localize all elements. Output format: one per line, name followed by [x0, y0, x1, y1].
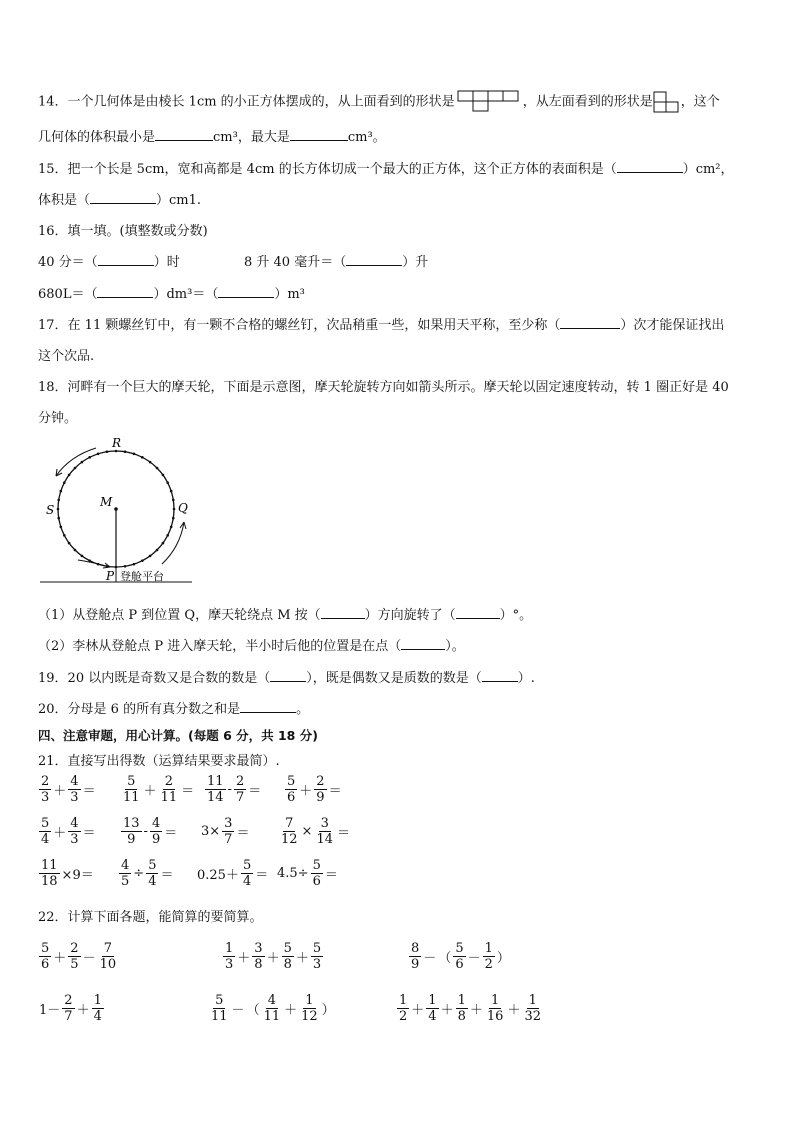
q22-expr-2	[222, 942, 324, 971]
fraction	[299, 994, 320, 1023]
numerator: 1	[457, 993, 466, 1008]
operator: ＋	[76, 1003, 90, 1018]
numerator: 4	[121, 858, 130, 873]
numerator: 5	[287, 774, 296, 789]
operator: ＋	[507, 1003, 521, 1018]
q14-line1: 14．一个几何体是由棱长 1cm 的小正方体摆成的，从上面看到的形状是 ，从左面看到的形状是 ，这个	[38, 90, 720, 114]
denominator: 16	[486, 1009, 504, 1024]
denominator: 2	[399, 1009, 408, 1024]
fraction	[282, 942, 294, 971]
answer-blank[interactable]	[560, 316, 620, 329]
operator: ＋	[295, 951, 309, 966]
operator: ＝	[160, 868, 174, 883]
numerator: 5	[148, 858, 157, 873]
denominator: 12	[301, 1009, 318, 1024]
operator: ＋	[284, 1003, 298, 1018]
denominator: 5	[121, 874, 130, 889]
label-platform: 登舱平台	[120, 570, 164, 583]
fraction	[39, 817, 51, 846]
answer-blank[interactable]	[617, 160, 683, 173]
q21-expr-3	[204, 775, 262, 804]
answer-blank[interactable]	[482, 669, 518, 682]
operator: ＋	[469, 1003, 483, 1018]
answer-blank[interactable]	[456, 606, 500, 619]
numerator: 5	[312, 941, 322, 956]
label-m: M	[100, 495, 113, 509]
answer-blank[interactable]	[401, 637, 445, 650]
denominator: 11	[263, 1009, 281, 1024]
fraction	[426, 994, 438, 1023]
fraction	[314, 817, 335, 846]
fraction	[98, 942, 119, 971]
denominator: 8	[457, 1009, 466, 1024]
numerator: 13	[123, 816, 140, 831]
operator: ＋	[53, 784, 67, 799]
fraction	[453, 942, 465, 971]
fraction	[222, 817, 234, 846]
numerator: 5	[283, 941, 292, 956]
q20: 20．分母是 6 的所有真分数之和是 。	[38, 702, 310, 717]
operator: ＋	[266, 951, 280, 966]
q17-line1: 17．在 11 颗螺丝钉中，有一颗不合格的螺丝钉，次品稍重一些，如果用天平称，至少称（ ）次才能保证找出	[38, 318, 725, 333]
numerator: 2	[316, 774, 325, 789]
fraction	[205, 775, 226, 804]
q21-expr-10	[118, 859, 174, 888]
operator: ＝	[164, 826, 178, 841]
numerator: 2	[235, 774, 245, 789]
q16-row1-right: 8 升 40 毫升＝（ ）升	[244, 255, 429, 270]
operator: ＋	[299, 784, 313, 799]
answer-blank[interactable]	[321, 606, 365, 619]
q21-expr-7	[200, 817, 250, 846]
numerator: 2	[164, 774, 173, 789]
operator: ×	[301, 824, 313, 839]
denominator: 3	[225, 957, 234, 972]
fraction	[522, 994, 543, 1023]
top-view-figure	[457, 90, 521, 114]
q16-row1-left: 40 分＝（ ）时	[38, 255, 180, 270]
q19: 19．20 以内既是奇数又是合数的数是（ ），既是偶数又是质数的数是（ ）.	[38, 671, 535, 686]
numerator: 4	[70, 774, 79, 789]
fraction	[314, 775, 326, 804]
operator: -	[227, 782, 232, 797]
denominator: 14	[207, 790, 224, 805]
fraction	[311, 859, 323, 888]
q21-expr-9	[38, 859, 95, 888]
q14-line2: 几何体的体积最小是 cm³，最大是 cm³。	[38, 130, 386, 145]
operator: ＝	[236, 826, 250, 841]
operator: ）	[321, 1003, 335, 1018]
operator: ＋	[411, 1003, 425, 1018]
denominator: 8	[283, 957, 292, 972]
fraction	[285, 775, 297, 804]
fraction	[223, 942, 235, 971]
q21-expr-6	[120, 817, 178, 846]
numerator: 5	[41, 941, 50, 956]
denominator: 4	[242, 874, 252, 889]
section-heading: 四、注意审题，用心计算。(每题 6 分，共 18 分)	[38, 728, 318, 743]
q18-line1: 18．河畔有一个巨大的摩天轮，下面是示意图，摩天轮旋转方向如箭头所示。摩天轮以固定速度转动，转 1 圈正好是 40	[38, 380, 729, 395]
denominator: 9	[316, 790, 325, 805]
operator: ＝	[248, 784, 262, 799]
fraction	[68, 942, 80, 971]
fraction	[159, 775, 180, 804]
fraction	[62, 994, 74, 1023]
operator: ＝	[324, 868, 338, 883]
fraction	[121, 817, 142, 846]
operator: ＝	[82, 826, 96, 841]
center-point-m	[114, 507, 118, 511]
numerator: 2	[41, 774, 50, 789]
answer-blank[interactable]	[90, 191, 156, 204]
operator: －	[82, 951, 96, 966]
q21-expr-4	[284, 775, 343, 804]
q18-sub1: （1）从登舱点 P 到位置 Q，摩天轮绕点 M 按（ ）方向旋转了（ ）°。	[38, 608, 533, 623]
rotation-arrow-right	[162, 522, 184, 564]
q15-line1: 15．把一个长是 5cm，宽和高都是 4cm 的长方体切成一个最大的正方体，这个正方体的表面积是（ ）cm²，	[38, 162, 734, 177]
answer-blank[interactable]	[270, 669, 306, 682]
q21-title: 21．直接写出得数（运算结果要求最简）.	[38, 754, 280, 769]
fraction	[262, 994, 283, 1023]
answer-blank[interactable]	[97, 285, 153, 298]
denominator: 9	[151, 832, 161, 847]
denominator: 9	[411, 957, 420, 972]
fraction	[119, 859, 131, 888]
denominator: 4	[148, 874, 157, 889]
denominator: 5	[70, 957, 79, 972]
q21-expr-12	[276, 859, 339, 888]
operator: ＋	[143, 784, 157, 799]
operator: -	[143, 824, 148, 839]
numerator: 5	[41, 816, 50, 831]
denominator: 11	[211, 1009, 228, 1024]
operator: －	[467, 951, 481, 966]
denominator: 4	[41, 832, 50, 847]
numerator: 11	[207, 774, 224, 789]
q21-expr-11	[196, 859, 269, 888]
denominator: 3	[41, 790, 50, 805]
fraction	[311, 942, 323, 971]
q22-expr-5	[208, 994, 336, 1023]
numerator: 4	[267, 993, 276, 1008]
operator: ＝	[82, 784, 96, 799]
answer-blank[interactable]	[218, 285, 274, 298]
numerator: 4	[151, 816, 161, 831]
numerator: 1	[93, 993, 102, 1008]
operator: －	[423, 951, 437, 966]
operator: ＋	[237, 951, 251, 966]
operator: ＝	[337, 826, 351, 841]
fraction	[39, 942, 51, 971]
numerator: 5	[455, 941, 464, 956]
numerator: 1	[428, 993, 437, 1008]
left-view-figure	[653, 90, 681, 114]
operator: ÷	[133, 866, 145, 881]
denominator: 6	[287, 790, 296, 805]
operator: （	[246, 1003, 260, 1018]
denominator: 3	[312, 957, 322, 972]
numerator: 11	[41, 858, 58, 873]
answer-blank[interactable]	[346, 253, 402, 266]
fraction	[279, 817, 300, 846]
fraction	[483, 942, 495, 971]
operator: ＋	[440, 1003, 454, 1018]
numerator: 1	[225, 941, 234, 956]
operator: 3×	[201, 824, 221, 839]
operator: ＝	[328, 784, 342, 799]
operator: －	[231, 1003, 245, 1018]
fraction	[397, 994, 409, 1023]
denominator: 3	[70, 832, 79, 847]
q16-title: 16．填一填。(填整数或分数)	[38, 224, 208, 239]
q15-line2: 体积是（ ）cm1.	[38, 193, 202, 208]
rotation-arrow-top	[56, 448, 96, 476]
numerator: 7	[285, 816, 294, 831]
q18-line2: 分钟。	[38, 411, 78, 426]
numerator: 3	[254, 941, 263, 956]
numerator: 7	[103, 941, 112, 956]
operator: 1－	[39, 1003, 61, 1018]
denominator: 12	[281, 832, 298, 847]
q21-expr-1	[38, 775, 97, 804]
denominator: 14	[316, 832, 333, 847]
numerator: 3	[320, 816, 329, 831]
fraction	[150, 817, 162, 846]
fraction	[252, 942, 264, 971]
label-p: P	[106, 569, 115, 583]
operator: ＋	[53, 951, 67, 966]
q21-expr-8	[278, 817, 351, 846]
denominator: 11	[160, 790, 178, 805]
operator: ）	[496, 951, 510, 966]
operator: （	[438, 951, 452, 966]
denominator: 3	[70, 790, 79, 805]
operator: 4.5÷	[277, 866, 309, 881]
denominator: 7	[235, 790, 245, 805]
fraction	[241, 859, 253, 888]
fraction	[409, 942, 421, 971]
denominator: 6	[41, 957, 50, 972]
q22-expr-4	[38, 994, 105, 1023]
operator: ×9＝	[61, 868, 94, 883]
numerator: 2	[70, 941, 79, 956]
denominator: 8	[254, 957, 263, 972]
fraction	[456, 994, 468, 1023]
numerator: 1	[484, 941, 493, 956]
denominator: 4	[93, 1009, 102, 1024]
answer-blank[interactable]	[240, 700, 296, 713]
q22-expr-3	[408, 942, 511, 971]
numerator: 1	[528, 993, 537, 1008]
denominator: 11	[123, 790, 140, 805]
q22-expr-6	[396, 994, 544, 1023]
fraction	[68, 817, 80, 846]
denominator: 6	[455, 957, 464, 972]
label-q: Q	[178, 501, 188, 515]
fraction	[68, 775, 80, 804]
numerator: 5	[215, 993, 224, 1008]
label-s: S	[46, 503, 55, 517]
numerator: 8	[411, 941, 420, 956]
numerator: 3	[224, 816, 233, 831]
numerator: 1	[491, 993, 500, 1008]
answer-blank[interactable]	[98, 253, 154, 266]
q16-row2: 680L＝（ ）dm³＝（ ）m³	[38, 287, 305, 302]
numerator: 4	[70, 816, 79, 831]
fraction	[121, 775, 142, 804]
ferris-wheel-diagram	[34, 432, 198, 590]
fraction	[92, 994, 104, 1023]
numerator: 5	[312, 858, 321, 873]
denominator: 6	[312, 874, 321, 889]
q21-expr-2	[120, 775, 195, 804]
q22-title: 22．计算下面各题，能简算的要简算。	[38, 910, 263, 925]
operator: ＝	[255, 868, 269, 883]
numerator: 2	[64, 993, 73, 1008]
fraction	[485, 994, 506, 1023]
operator: ＝	[181, 784, 195, 799]
denominator: 9	[127, 832, 136, 847]
fraction	[39, 859, 60, 888]
numerator: 5	[127, 774, 136, 789]
denominator: 18	[41, 874, 58, 889]
numerator: 1	[399, 993, 408, 1008]
numerator: 1	[305, 993, 314, 1008]
denominator: 4	[428, 1009, 437, 1024]
denominator: 32	[524, 1009, 541, 1024]
label-r: R	[112, 436, 122, 450]
q22-expr-1	[38, 942, 119, 971]
fraction	[146, 859, 158, 888]
q18-sub2: （2）李林从登舱点 P 进入摩天轮，半小时后他的位置是在点（ ）。	[38, 639, 465, 654]
q17-line2: 这个次品.	[38, 349, 95, 364]
denominator: 7	[64, 1009, 73, 1024]
operator: 0.25＋	[197, 868, 239, 883]
q21-expr-5	[38, 817, 97, 846]
fraction	[234, 775, 246, 804]
numerator: 5	[242, 858, 252, 873]
fraction	[39, 775, 51, 804]
denominator: 10	[99, 957, 117, 972]
denominator: 2	[484, 957, 493, 972]
answer-blank[interactable]	[290, 128, 348, 141]
operator: ＋	[53, 826, 67, 841]
denominator: 7	[224, 832, 233, 847]
fraction	[209, 994, 230, 1023]
answer-blank[interactable]	[155, 128, 213, 141]
